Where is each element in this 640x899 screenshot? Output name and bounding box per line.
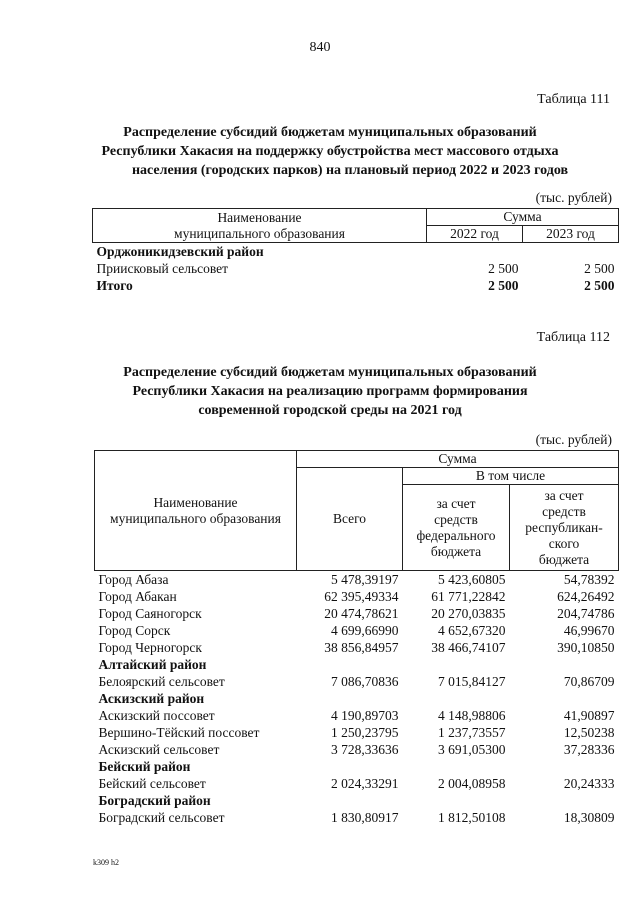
table-112-units: (тыс. рублей) (535, 432, 612, 447)
total-2022: 2 500 (488, 278, 519, 293)
header-name-line1: Наименование (217, 209, 302, 225)
header-name (93, 209, 427, 243)
row-name: Приисковый сельсовет (96, 261, 229, 276)
row-total: 20 474,78621 (324, 606, 399, 621)
row-republic: 46,99670 (563, 623, 615, 638)
row-republic: 12,50238 (563, 725, 615, 740)
row-republic: 390,10850 (557, 640, 615, 655)
row-total: 2 024,33291 (331, 776, 399, 791)
row-name: Город Черногорск (98, 640, 202, 655)
header-federal-line: за счет (436, 495, 476, 511)
row-federal: 1 812,50108 (438, 810, 506, 825)
header-republic-line: за счет (544, 487, 584, 503)
row-total: 38 856,84957 (324, 640, 399, 655)
row-name: Город Сорск (98, 623, 171, 638)
table-row (95, 707, 619, 724)
district-name: Орджоникидзевский район (96, 244, 264, 259)
row-republic: 54,78392 (563, 572, 615, 587)
title-line: Распределение субсидий бюджетам муниципальных образований (123, 365, 537, 380)
header-republic-line: бюджета (538, 551, 590, 567)
header-federal-line: средств (434, 511, 478, 527)
district-name: Боградский район (98, 793, 211, 808)
header-name-line2: муниципального образования (110, 510, 281, 526)
district-row (95, 792, 619, 809)
district-row (95, 690, 619, 707)
row-name: Аскизский поссовет (98, 708, 215, 723)
header-republic-line: республикан- (525, 519, 603, 535)
row-federal: 1 237,73557 (438, 725, 506, 740)
row-name: Белоярский сельсовет (98, 674, 225, 689)
header-name-line2: муниципального образования (174, 225, 345, 241)
row-federal: 38 466,74107 (431, 640, 506, 655)
row-republic: 37,28336 (563, 742, 615, 757)
row-federal: 7 015,84127 (438, 674, 506, 689)
row-republic: 20,24333 (563, 776, 615, 791)
header-republic (510, 485, 619, 571)
row-republic: 70,86709 (563, 674, 615, 689)
row-name: Город Абаза (98, 572, 169, 587)
row-republic: 624,26492 (557, 589, 615, 604)
table-112 (94, 450, 619, 826)
district-name: Бейский район (98, 759, 191, 774)
row-name: Бейский сельсовет (98, 776, 206, 791)
row-federal: 4 148,98806 (438, 708, 506, 723)
title-line: населения (городских парков) на плановый период 2022 и 2023 годов (131, 163, 569, 178)
row-total: 3 728,33636 (331, 742, 399, 757)
header-including: В том числе (403, 468, 619, 485)
table-112-title (60, 363, 600, 420)
row-total: 62 395,49334 (324, 589, 399, 604)
table-row (95, 588, 619, 605)
district-name: Алтайский район (98, 657, 207, 672)
header-2022: 2022 год (427, 226, 523, 243)
header-name-line1: Наименование (153, 494, 238, 510)
header-sum: Сумма (297, 451, 619, 468)
header-federal (403, 485, 510, 571)
table-111-units: (тыс. рублей) (535, 190, 612, 205)
footer-code: k309 h2 (93, 858, 119, 867)
row-federal: 5 423,60805 (438, 572, 506, 587)
row-total: 7 086,70836 (331, 674, 399, 689)
header-federal-line: бюджета (430, 543, 482, 559)
table-112-label: Таблица 112 (536, 330, 610, 345)
title-line: Республики Хакасия на поддержку обустройства мест массового отдыха (101, 144, 559, 159)
table-row (95, 673, 619, 690)
row-republic: 204,74786 (557, 606, 615, 621)
row-name: Аскизский сельсовет (98, 742, 220, 757)
row-federal: 3 691,05300 (438, 742, 506, 757)
row-name: Город Абакан (98, 589, 177, 604)
header-republic-line: средств (542, 503, 586, 519)
row-federal: 61 771,22842 (431, 589, 506, 604)
table-row (95, 622, 619, 639)
header-name (95, 451, 297, 571)
table-111-title (60, 123, 600, 180)
total-name: Итого (96, 278, 133, 293)
table-111-label: Таблица 111 (537, 92, 610, 107)
header-federal-line: федерального (416, 527, 496, 543)
table-row (95, 639, 619, 656)
title-line: современной городской среды на 2021 год (198, 403, 462, 418)
table-row (95, 809, 619, 826)
row-federal: 2 004,08958 (438, 776, 506, 791)
row-federal: 20 270,03835 (431, 606, 506, 621)
row-2023: 2 500 (584, 261, 615, 276)
row-2022: 2 500 (488, 261, 519, 276)
table-row (95, 741, 619, 758)
row-total: 1 830,80917 (331, 810, 399, 825)
row-name: Город Саяногорск (98, 606, 202, 621)
row-total: 4 190,89703 (331, 708, 399, 723)
header-sum: Сумма (427, 209, 619, 226)
district-row (95, 656, 619, 673)
table-112-body (95, 571, 619, 827)
title-line: Распределение субсидий бюджетам муниципальных образований (123, 125, 537, 140)
row-federal: 4 652,67320 (438, 623, 506, 638)
header-republic-line: ского (548, 535, 580, 551)
table-111 (92, 208, 619, 294)
row-name: Вершино-Тёйский поссовет (98, 725, 260, 740)
row-total: 5 478,39197 (331, 572, 399, 587)
district-name: Аскизский район (98, 691, 205, 706)
row-republic: 18,30809 (563, 810, 615, 825)
page-number: 840 (309, 40, 331, 55)
total-2023: 2 500 (584, 278, 615, 293)
title-line: Республики Хакасия на реализацию программ формирования (132, 384, 528, 399)
row-total: 1 250,23795 (331, 725, 399, 740)
row-name: Боградский сельсовет (98, 810, 225, 825)
row-republic: 41,90897 (563, 708, 615, 723)
table-row (95, 775, 619, 792)
district-row (95, 758, 619, 775)
header-2023: 2023 год (523, 226, 619, 243)
row-total: 4 699,66990 (331, 623, 399, 638)
table-row (95, 605, 619, 622)
table-row (95, 724, 619, 741)
table-row (95, 571, 619, 589)
header-total: Всего (297, 468, 403, 571)
